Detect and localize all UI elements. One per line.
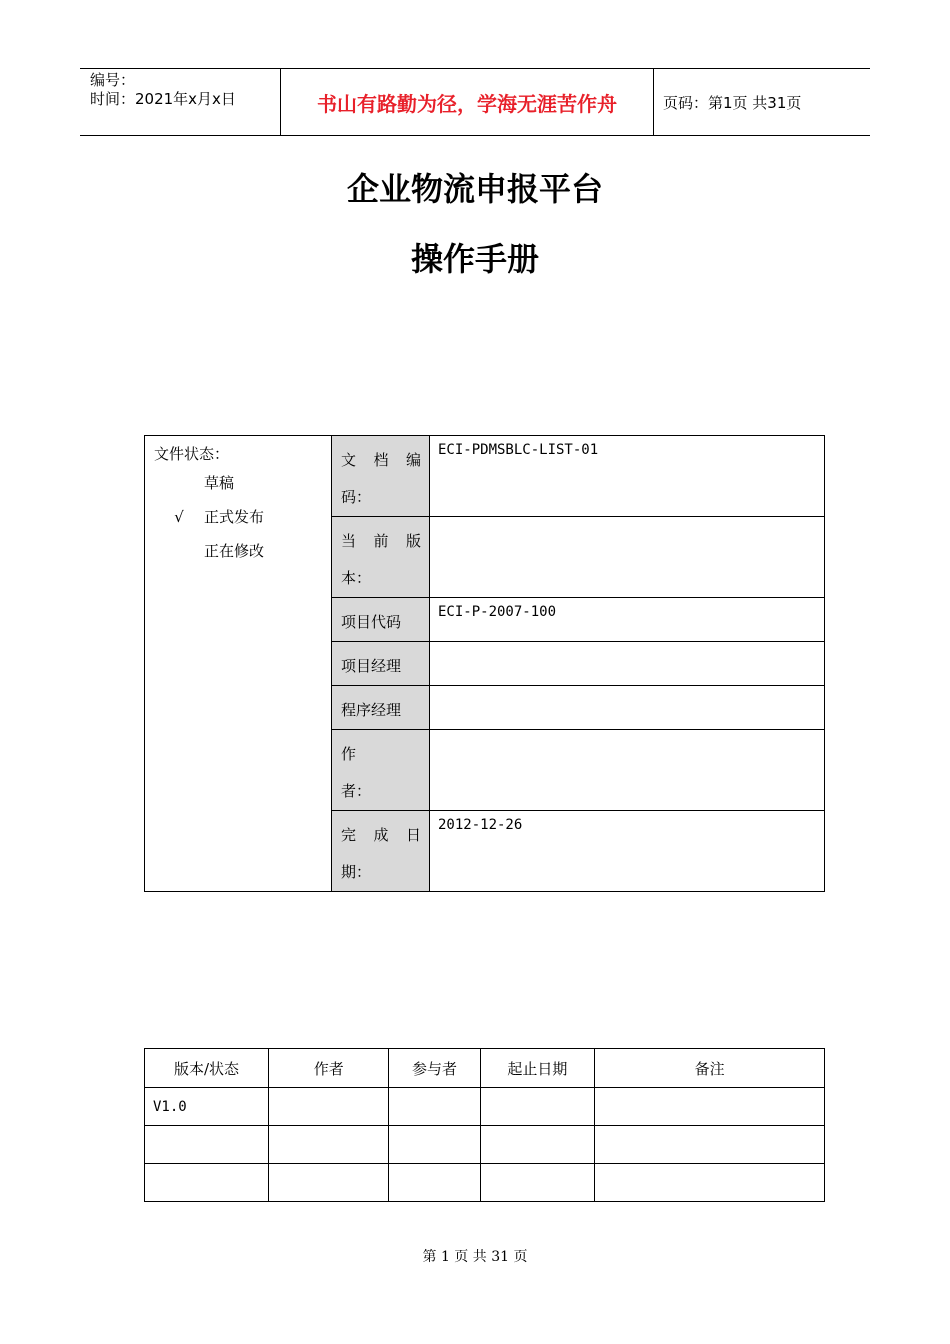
- info-label: [332, 436, 430, 517]
- document-subtitle: 操作手册: [410, 240, 539, 278]
- version-header-row: [145, 1049, 825, 1088]
- version-row: [145, 1164, 825, 1202]
- status-option-label: 正在修改: [204, 542, 265, 560]
- info-value: [430, 730, 825, 811]
- number-label: 编号：: [90, 71, 136, 89]
- info-value: [430, 517, 825, 598]
- version-cell: [480, 1164, 595, 1202]
- version-column-header: 备注: [595, 1049, 825, 1088]
- version-cell: [145, 1164, 269, 1202]
- version-cell: [595, 1088, 825, 1126]
- info-label: [332, 730, 430, 811]
- page-footer: 第 1 页 共 31 页: [422, 1249, 528, 1265]
- info-label-line1: [341, 817, 421, 854]
- version-cell: [480, 1126, 595, 1164]
- info-label-char: 项目代码: [341, 613, 402, 631]
- version-column-header: 作者: [269, 1049, 389, 1088]
- header-motto: 书山有路勤为径，学海无涯苦作舟: [281, 69, 654, 135]
- version-row: [145, 1088, 825, 1126]
- info-label-line2: 本：: [341, 569, 372, 587]
- document-info-table: [144, 435, 825, 892]
- info-value: 2012-12-26: [430, 811, 825, 892]
- info-label-char: 成: [373, 826, 389, 844]
- version-column-header: 版本/状态: [145, 1049, 269, 1088]
- header-meta: [80, 69, 281, 135]
- info-value: [430, 642, 825, 686]
- info-label-char: 日: [405, 826, 421, 844]
- info-label-char: 程序经理: [341, 701, 402, 719]
- info-label-line2: 者：: [341, 782, 372, 800]
- version-column-header: 参与者: [389, 1049, 480, 1088]
- header-page-code: 页码：第1页 共31页: [663, 93, 802, 112]
- version-cell: [480, 1088, 595, 1126]
- info-label-line1: [341, 442, 421, 479]
- time-label: 时间：2021年x月x日: [90, 90, 236, 108]
- info-label-char: 作: [341, 745, 357, 763]
- version-cell: V1.0: [145, 1088, 269, 1126]
- info-label-char: 版: [405, 532, 421, 550]
- document-title: 企业物流申报平台: [346, 170, 603, 208]
- page-header: [80, 68, 870, 136]
- version-cell: [595, 1126, 825, 1164]
- status-option-label: 草稿: [204, 474, 235, 492]
- info-label-line1: [341, 736, 421, 773]
- info-value: ECI-P-2007-100: [430, 598, 825, 642]
- version-cell: [145, 1126, 269, 1164]
- info-label-char: 完: [341, 826, 357, 844]
- info-label: [332, 598, 430, 642]
- file-status-title: 文件状态：: [154, 445, 230, 463]
- info-label-char: 文: [341, 451, 357, 469]
- status-option-label: 正式发布: [204, 508, 265, 526]
- version-history-table: [144, 1048, 825, 1202]
- info-value: [430, 686, 825, 730]
- info-label-line1: [341, 523, 421, 560]
- status-option: [154, 534, 331, 568]
- info-label-line2: 期：: [341, 863, 372, 881]
- info-label-char: 前: [373, 532, 389, 550]
- file-status-cell: [145, 436, 332, 892]
- info-label: [332, 811, 430, 892]
- info-label: [332, 642, 430, 686]
- info-label-line1: [341, 604, 421, 641]
- info-label: [332, 686, 430, 730]
- info-value: ECI-PDMSBLC-LIST-01: [430, 436, 825, 517]
- info-label-line1: [341, 648, 421, 685]
- version-cell: [389, 1088, 480, 1126]
- info-label-char: 档: [373, 451, 389, 469]
- info-label-char: 当: [341, 532, 357, 550]
- info-label-char: 项目经理: [341, 657, 402, 675]
- status-check-mark: [154, 534, 204, 568]
- version-cell: [269, 1088, 389, 1126]
- version-column-header: 起止日期: [480, 1049, 595, 1088]
- info-label: [332, 517, 430, 598]
- status-check-mark: √: [174, 508, 184, 526]
- version-cell: [269, 1164, 389, 1202]
- info-label-char: 编: [405, 451, 421, 469]
- version-cell: [389, 1126, 480, 1164]
- info-label-line1: [341, 692, 421, 729]
- status-check-mark: [154, 466, 204, 500]
- version-cell: [269, 1126, 389, 1164]
- status-option: [154, 466, 331, 500]
- version-row: [145, 1126, 825, 1164]
- version-cell: [389, 1164, 480, 1202]
- info-label-line2: 码：: [341, 488, 372, 506]
- status-option: [154, 500, 331, 534]
- info-row: [145, 436, 825, 517]
- version-cell: [595, 1164, 825, 1202]
